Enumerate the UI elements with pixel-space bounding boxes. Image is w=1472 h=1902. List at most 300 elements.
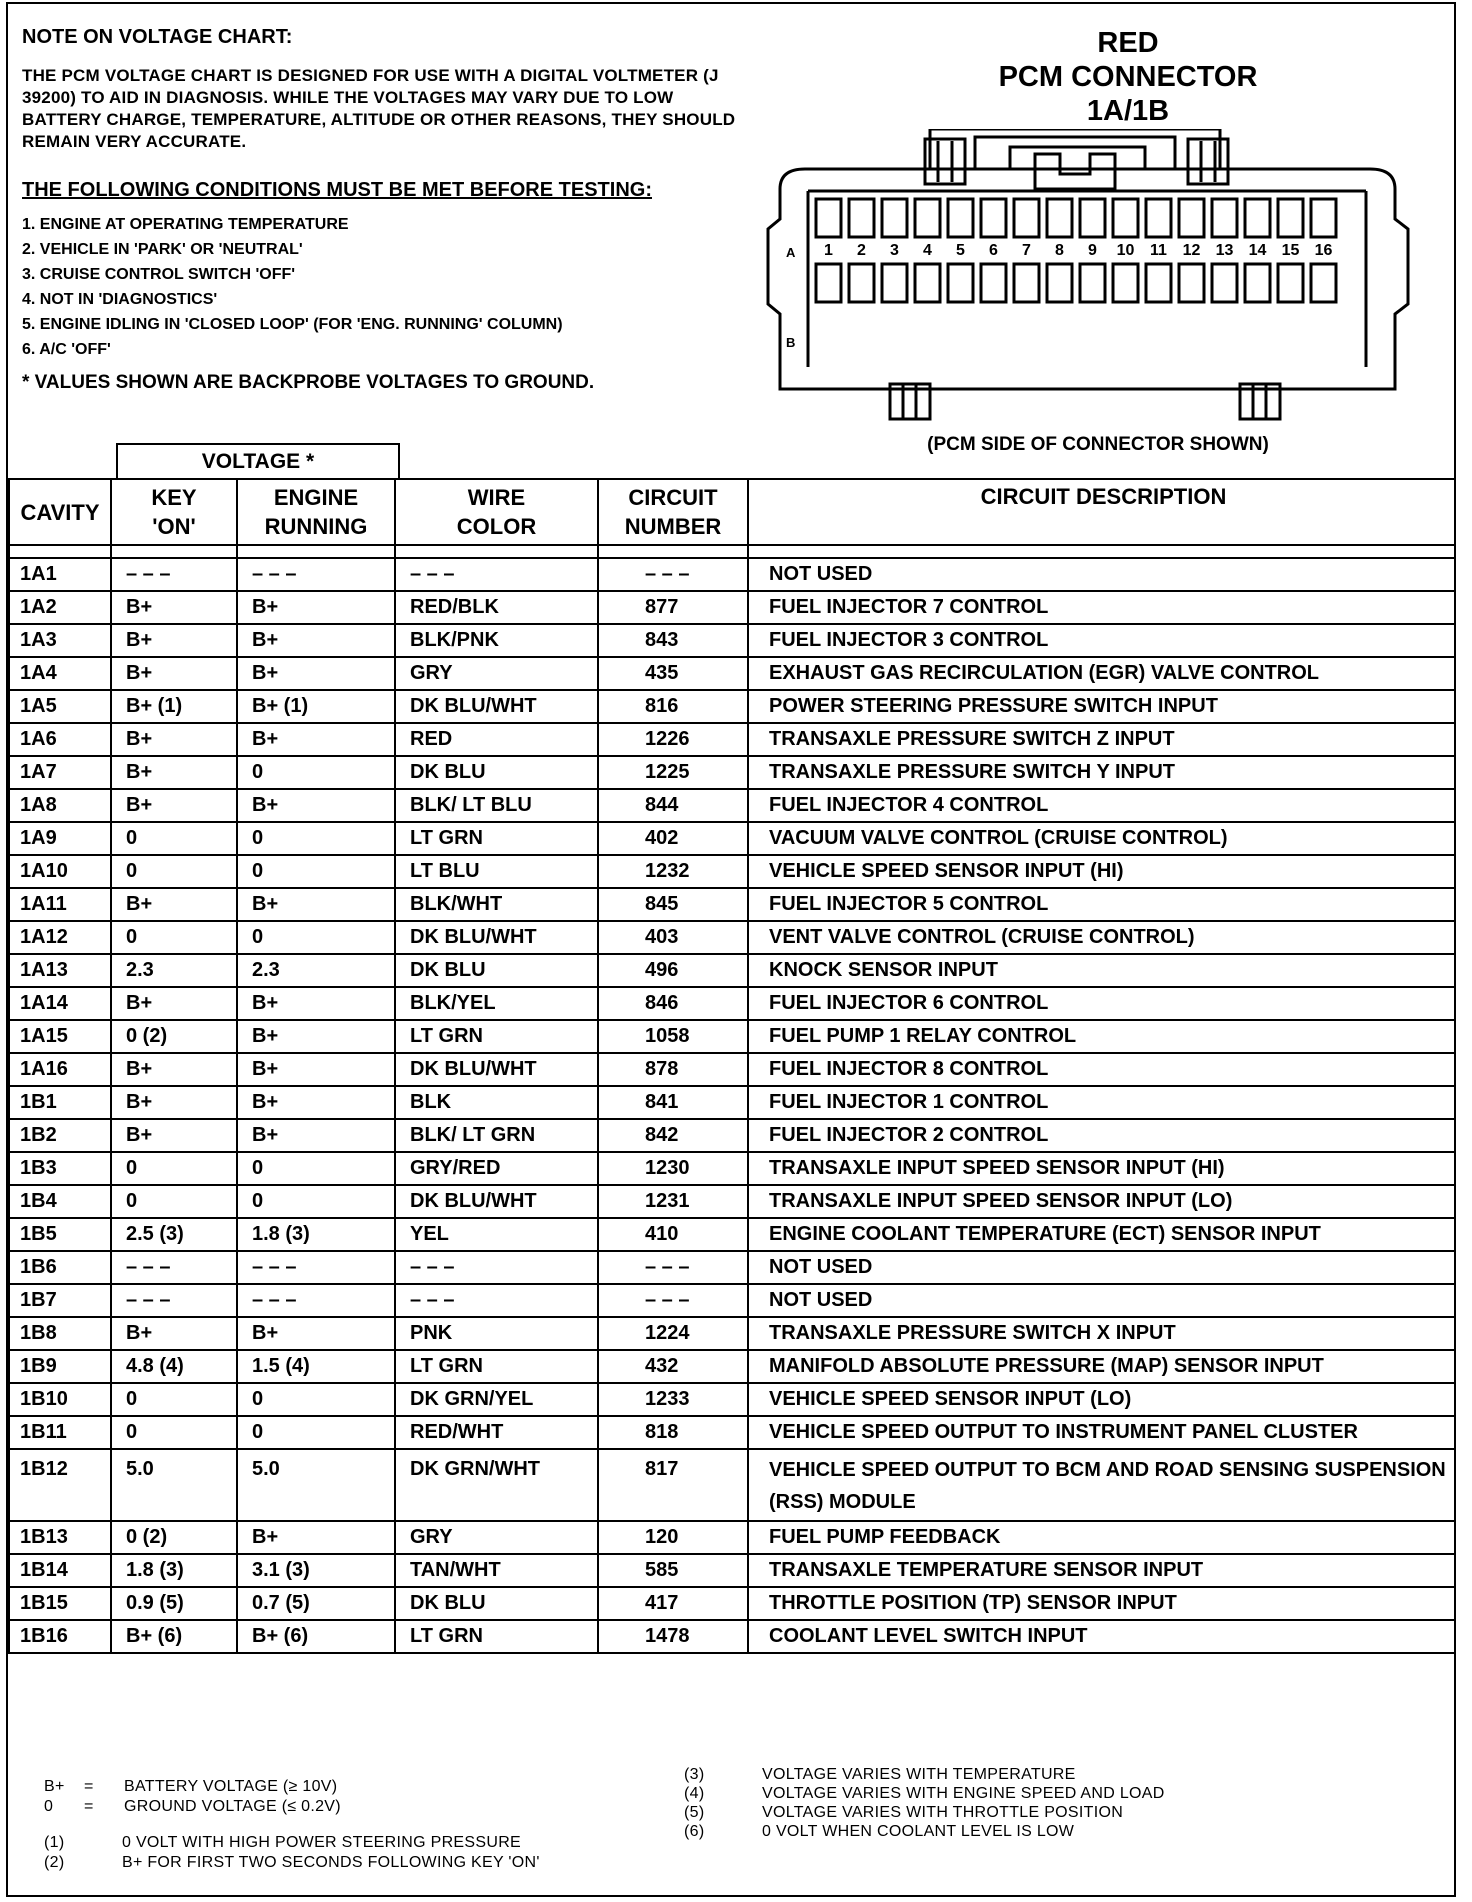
cell-engine-running: B+ (1) (237, 690, 395, 723)
cell-circuit-description: TRANSAXLE PRESSURE SWITCH Y INPUT (748, 756, 1456, 789)
cell-circuit-number: 410 (598, 1218, 748, 1251)
cell-wire-color: RED/WHT (395, 1416, 598, 1449)
table-row (9, 954, 1456, 987)
cell-wire-color: BLK/YEL (395, 987, 598, 1020)
pin-a-4 (915, 199, 940, 237)
pin-a-8 (1047, 199, 1072, 237)
cell-cavity: 1A16 (9, 1053, 111, 1086)
connector-inner-lip (808, 191, 1366, 367)
cell-circuit-number: 878 (598, 1053, 748, 1086)
cell-key-on: 2.5 (3) (111, 1218, 237, 1251)
table-row (9, 1350, 1456, 1383)
table-row (9, 756, 1456, 789)
pin-a-12 (1179, 199, 1204, 237)
cell-key-on: B+ (111, 1086, 237, 1119)
cell-key-on: 0 (111, 1185, 237, 1218)
table-row (9, 888, 1456, 921)
cell-circuit-number: 496 (598, 954, 748, 987)
cell-wire-color: BLK (395, 1086, 598, 1119)
table-row (9, 1620, 1456, 1653)
pin-number: 7 (1022, 242, 1031, 259)
cell-circuit-number: 585 (598, 1554, 748, 1587)
pin-b-4 (915, 264, 940, 302)
cell-circuit-description: FUEL INJECTOR 6 CONTROL (748, 987, 1456, 1020)
backprobe-note: * VALUES SHOWN ARE BACKPROBE VOLTAGES TO GROUND. (22, 372, 595, 393)
cell-wire-color: DK BLU/WHT (395, 690, 598, 723)
table-row (9, 1218, 1456, 1251)
cell-wire-color: BLK/WHT (395, 888, 598, 921)
connector-diagram (760, 129, 1420, 429)
cell-circuit-number: 120 (598, 1521, 748, 1554)
cell-engine-running: – – – (237, 1251, 395, 1284)
table-row (9, 723, 1456, 756)
pin-number: 2 (857, 242, 866, 259)
cell-circuit-description: TRANSAXLE PRESSURE SWITCH X INPUT (748, 1317, 1456, 1350)
cell-circuit-number: 1231 (598, 1185, 748, 1218)
cell-key-on: B+ (1) (111, 690, 237, 723)
pin-number: 11 (1150, 242, 1167, 259)
table-row (9, 1284, 1456, 1317)
cell-engine-running: 1.8 (3) (237, 1218, 395, 1251)
pin-number: 15 (1281, 242, 1300, 259)
cell-circuit-description: EXHAUST GAS RECIRCULATION (EGR) VALVE CONTROL (748, 657, 1456, 690)
cell-cavity: 1B7 (9, 1284, 111, 1317)
pin-number: 12 (1182, 242, 1201, 259)
cell-circuit-number: – – – (598, 1251, 748, 1284)
cell-engine-running: – – – (237, 558, 395, 591)
table-row (9, 1119, 1456, 1152)
table-row (9, 1521, 1456, 1554)
row-a-label: A (786, 245, 796, 260)
conditions-title: THE FOLLOWING CONDITIONS MUST BE MET BEFORE TESTING: (22, 179, 652, 201)
table-row (9, 1317, 1456, 1350)
cell-circuit-number: 845 (598, 888, 748, 921)
cell-circuit-description: FUEL INJECTOR 2 CONTROL (748, 1119, 1456, 1152)
cell-key-on: B+ (111, 591, 237, 624)
cell-wire-color: RED/BLK (395, 591, 598, 624)
table-row (9, 1086, 1456, 1119)
cell-engine-running: – – – (237, 1284, 395, 1317)
legend-note-4: (4) VOLTAGE VARIES WITH ENGINE SPEED AND LOAD (684, 1785, 1165, 1802)
header-circuit-description: CIRCUIT DESCRIPTION (748, 479, 1456, 545)
cell-engine-running: 0.7 (5) (237, 1587, 395, 1620)
cell-key-on: 4.8 (4) (111, 1350, 237, 1383)
connector-rib-right (1188, 139, 1228, 184)
cell-engine-running: B+ (237, 789, 395, 822)
cell-cavity: 1B9 (9, 1350, 111, 1383)
cell-wire-color: DK BLU (395, 756, 598, 789)
pin-number: 1 (824, 242, 833, 259)
cell-key-on: 0 (2) (111, 1521, 237, 1554)
table-row (9, 1020, 1456, 1053)
note-title: NOTE ON VOLTAGE CHART: (22, 26, 293, 48)
cell-circuit-number: 1232 (598, 855, 748, 888)
cell-cavity: 1B4 (9, 1185, 111, 1218)
cell-cavity: 1A1 (9, 558, 111, 591)
table-row (9, 1554, 1456, 1587)
pin-a-3 (882, 199, 907, 237)
pin-number: 8 (1055, 242, 1064, 259)
table-row (9, 855, 1456, 888)
cell-circuit-number: 402 (598, 822, 748, 855)
cell-circuit-number: – – – (598, 558, 748, 591)
cell-circuit-description: KNOCK SENSOR INPUT (748, 954, 1456, 987)
pin-row-b (816, 264, 1336, 302)
cell-wire-color: DK BLU (395, 954, 598, 987)
pin-b-16 (1311, 264, 1336, 302)
cell-circuit-number: 1225 (598, 756, 748, 789)
cell-cavity: 1A11 (9, 888, 111, 921)
cell-wire-color: DK BLU (395, 1587, 598, 1620)
cell-cavity: 1A2 (9, 591, 111, 624)
pin-b-10 (1113, 264, 1138, 302)
legend-bplus: B+ = BATTERY VOLTAGE (≥ 10V) (44, 1778, 338, 1795)
condition-item: 6. A/C 'OFF' (22, 341, 111, 358)
cell-engine-running: B+ (237, 1020, 395, 1053)
table-row (9, 1587, 1456, 1620)
pin-number: 6 (989, 242, 998, 259)
pin-b-5 (948, 264, 973, 302)
cell-engine-running: B+ (237, 888, 395, 921)
cell-circuit-description: POWER STEERING PRESSURE SWITCH INPUT (748, 690, 1456, 723)
cell-cavity: 1B15 (9, 1587, 111, 1620)
cell-circuit-description: FUEL INJECTOR 4 CONTROL (748, 789, 1456, 822)
cell-circuit-description: MANIFOLD ABSOLUTE PRESSURE (MAP) SENSOR INPUT (748, 1350, 1456, 1383)
pin-b-8 (1047, 264, 1072, 302)
pin-a-1 (816, 199, 841, 237)
cell-cavity: 1A14 (9, 987, 111, 1020)
pin-b-6 (981, 264, 1006, 302)
cell-circuit-description: TRANSAXLE INPUT SPEED SENSOR INPUT (LO) (748, 1185, 1456, 1218)
cell-circuit-number: 841 (598, 1086, 748, 1119)
pin-a-15 (1278, 199, 1303, 237)
cell-circuit-description: FUEL INJECTOR 8 CONTROL (748, 1053, 1456, 1086)
pin-a-10 (1113, 199, 1138, 237)
legend-section (8, 1722, 1456, 1897)
table-row (9, 591, 1456, 624)
cell-cavity: 1B12 (9, 1449, 111, 1521)
cell-engine-running: 0 (237, 1383, 395, 1416)
condition-item: 5. ENGINE IDLING IN 'CLOSED LOOP' (FOR 'ENG. RUNNING' COLUMN) (22, 316, 563, 333)
cell-wire-color: RED (395, 723, 598, 756)
cell-circuit-description: FUEL INJECTOR 1 CONTROL (748, 1086, 1456, 1119)
cell-key-on: B+ (111, 723, 237, 756)
cell-engine-running: B+ (237, 624, 395, 657)
cell-circuit-number: 1224 (598, 1317, 748, 1350)
condition-item: 3. CRUISE CONTROL SWITCH 'OFF' (22, 266, 296, 283)
cell-circuit-number: 417 (598, 1587, 748, 1620)
cell-wire-color: LT GRN (395, 822, 598, 855)
cell-circuit-number: 1233 (598, 1383, 748, 1416)
table-row (9, 690, 1456, 723)
voltage-group-header: VOLTAGE * (116, 443, 400, 479)
cell-circuit-description: VENT VALVE CONTROL (CRUISE CONTROL) (748, 921, 1456, 954)
legend-note-3: (3) VOLTAGE VARIES WITH TEMPERATURE (684, 1766, 1076, 1783)
pin-b-15 (1278, 264, 1303, 302)
cell-wire-color: DK BLU/WHT (395, 1185, 598, 1218)
header-wire-color: WIRE COLOR (395, 479, 598, 545)
cell-engine-running: 3.1 (3) (237, 1554, 395, 1587)
cell-circuit-number: 1058 (598, 1020, 748, 1053)
cell-cavity: 1B14 (9, 1554, 111, 1587)
cell-circuit-description: FUEL PUMP FEEDBACK (748, 1521, 1456, 1554)
cell-key-on: B+ (111, 1119, 237, 1152)
cell-engine-running: B+ (237, 1086, 395, 1119)
legend-note-2: (2) B+ FOR FIRST TWO SECONDS FOLLOWING KEY 'ON' (44, 1854, 540, 1871)
cell-key-on: 5.0 (111, 1449, 237, 1521)
cell-circuit-description: TRANSAXLE PRESSURE SWITCH Z INPUT (748, 723, 1456, 756)
table-row (9, 1185, 1456, 1218)
pin-a-9 (1080, 199, 1105, 237)
cell-circuit-description: VEHICLE SPEED SENSOR INPUT (LO) (748, 1383, 1456, 1416)
cell-circuit-description: THROTTLE POSITION (TP) SENSOR INPUT (748, 1587, 1456, 1620)
cell-cavity: 1B1 (9, 1086, 111, 1119)
cell-cavity: 1A8 (9, 789, 111, 822)
pin-a-13 (1212, 199, 1237, 237)
cell-cavity: 1A4 (9, 657, 111, 690)
pin-number: 14 (1248, 242, 1267, 259)
cell-circuit-description: VEHICLE SPEED SENSOR INPUT (HI) (748, 855, 1456, 888)
pin-a-14 (1245, 199, 1270, 237)
table-row (9, 657, 1456, 690)
cell-wire-color: LT GRN (395, 1350, 598, 1383)
cell-circuit-description: VEHICLE SPEED OUTPUT TO BCM AND ROAD SENSING SUSPENSION (RSS) MODULE (748, 1449, 1456, 1521)
header-engine-running: ENGINE RUNNING (237, 479, 395, 545)
cell-key-on: – – – (111, 1284, 237, 1317)
cell-circuit-description: FUEL INJECTOR 5 CONTROL (748, 888, 1456, 921)
cell-circuit-number: 844 (598, 789, 748, 822)
cell-circuit-number: 1226 (598, 723, 748, 756)
cell-circuit-description: FUEL INJECTOR 7 CONTROL (748, 591, 1456, 624)
pin-b-14 (1245, 264, 1270, 302)
cell-cavity: 1A5 (9, 690, 111, 723)
cell-key-on: 0.9 (5) (111, 1587, 237, 1620)
cell-engine-running: 2.3 (237, 954, 395, 987)
cell-circuit-description: TRANSAXLE TEMPERATURE SENSOR INPUT (748, 1554, 1456, 1587)
table-row (9, 987, 1456, 1020)
pin-b-9 (1080, 264, 1105, 302)
table-row (9, 1152, 1456, 1185)
cell-wire-color: DK BLU/WHT (395, 921, 598, 954)
pin-b-13 (1212, 264, 1237, 302)
connector-title-line1: RED (1097, 27, 1159, 59)
header-cavity: CAVITY (9, 479, 111, 545)
cell-cavity: 1B11 (9, 1416, 111, 1449)
pin-b-3 (882, 264, 907, 302)
cell-wire-color: BLK/ LT GRN (395, 1119, 598, 1152)
table-row (9, 921, 1456, 954)
cell-engine-running: 5.0 (237, 1449, 395, 1521)
conditions-list (22, 212, 742, 362)
pin-number: 10 (1116, 242, 1135, 259)
cell-wire-color: YEL (395, 1218, 598, 1251)
cell-cavity: 1A10 (9, 855, 111, 888)
cell-circuit-description: TRANSAXLE INPUT SPEED SENSOR INPUT (HI) (748, 1152, 1456, 1185)
cell-wire-color: GRY (395, 1521, 598, 1554)
cell-circuit-description: NOT USED (748, 1251, 1456, 1284)
cell-key-on: B+ (111, 657, 237, 690)
cell-engine-running: 1.5 (4) (237, 1350, 395, 1383)
cell-engine-running: B+ (237, 1317, 395, 1350)
connector-title (938, 26, 1318, 128)
cell-key-on: B+ (111, 1317, 237, 1350)
cell-engine-running: B+ (237, 987, 395, 1020)
cell-cavity: 1B6 (9, 1251, 111, 1284)
cell-cavity: 1A3 (9, 624, 111, 657)
cell-wire-color: LT BLU (395, 855, 598, 888)
cell-circuit-description: COOLANT LEVEL SWITCH INPUT (748, 1620, 1456, 1653)
pin-a-5 (948, 199, 973, 237)
cell-circuit-number: 816 (598, 690, 748, 723)
cell-key-on: B+ (111, 789, 237, 822)
cell-circuit-description: NOT USED (748, 558, 1456, 591)
pin-number-row (824, 242, 1332, 259)
pin-a-6 (981, 199, 1006, 237)
pin-a-11 (1146, 199, 1171, 237)
cell-key-on: – – – (111, 1251, 237, 1284)
table-row (9, 822, 1456, 855)
cell-key-on: 2.3 (111, 954, 237, 987)
cell-wire-color: – – – (395, 1251, 598, 1284)
row-b-label: B (786, 335, 796, 350)
cell-cavity: 1B3 (9, 1152, 111, 1185)
table-row (9, 1251, 1456, 1284)
cell-cavity: 1B16 (9, 1620, 111, 1653)
cell-key-on: B+ (111, 888, 237, 921)
cell-cavity: 1A9 (9, 822, 111, 855)
cell-key-on: 0 (111, 822, 237, 855)
cell-engine-running: 0 (237, 1416, 395, 1449)
cell-wire-color: LT GRN (395, 1020, 598, 1053)
cell-circuit-description: VACUUM VALVE CONTROL (CRUISE CONTROL) (748, 822, 1456, 855)
cell-wire-color: BLK/PNK (395, 624, 598, 657)
cell-circuit-number: 843 (598, 624, 748, 657)
cell-key-on: 0 (111, 1152, 237, 1185)
cell-key-on: 0 (111, 921, 237, 954)
cell-engine-running: 0 (237, 855, 395, 888)
cell-circuit-description: FUEL INJECTOR 3 CONTROL (748, 624, 1456, 657)
cell-engine-running: 0 (237, 921, 395, 954)
cell-circuit-description: ENGINE COOLANT TEMPERATURE (ECT) SENSOR INPUT (748, 1218, 1456, 1251)
cell-wire-color: GRY (395, 657, 598, 690)
cell-circuit-number: 1478 (598, 1620, 748, 1653)
pin-a-7 (1014, 199, 1039, 237)
cell-engine-running: B+ (237, 1053, 395, 1086)
cell-engine-running: B+ (237, 1521, 395, 1554)
cell-engine-running: B+ (237, 1119, 395, 1152)
cell-key-on: B+ (111, 1053, 237, 1086)
cell-engine-running: B+ (237, 723, 395, 756)
pin-number: 4 (923, 242, 932, 259)
pin-number: 5 (956, 242, 965, 259)
pin-b-12 (1179, 264, 1204, 302)
pin-b-1 (816, 264, 841, 302)
cell-circuit-number: 403 (598, 921, 748, 954)
cell-wire-color: DK BLU/WHT (395, 1053, 598, 1086)
legend-note-1: (1) 0 VOLT WITH HIGH POWER STEERING PRESSURE (44, 1834, 522, 1851)
voltage-chart-document (6, 2, 1456, 1897)
cell-circuit-number: 432 (598, 1350, 748, 1383)
condition-item: 2. VEHICLE IN 'PARK' OR 'NEUTRAL' (22, 241, 303, 258)
legend-note-5: (5) VOLTAGE VARIES WITH THROTTLE POSITION (684, 1804, 1124, 1821)
pin-number: 9 (1088, 242, 1097, 259)
table-row (9, 624, 1456, 657)
cell-engine-running: B+ (237, 591, 395, 624)
cell-key-on: B+ (111, 624, 237, 657)
cell-engine-running: B+ (6) (237, 1620, 395, 1653)
legend-ground: 0 = GROUND VOLTAGE (≤ 0.2V) (44, 1798, 341, 1815)
cell-wire-color: PNK (395, 1317, 598, 1350)
cell-circuit-description: FUEL PUMP 1 RELAY CONTROL (748, 1020, 1456, 1053)
cell-circuit-number: 877 (598, 591, 748, 624)
cell-wire-color: DK GRN/YEL (395, 1383, 598, 1416)
cell-circuit-number: 1230 (598, 1152, 748, 1185)
cell-cavity: 1A7 (9, 756, 111, 789)
pin-number: 13 (1215, 242, 1234, 259)
cell-key-on: B+ (6) (111, 1620, 237, 1653)
cell-circuit-number: – – – (598, 1284, 748, 1317)
cell-engine-running: 0 (237, 1152, 395, 1185)
cell-wire-color: – – – (395, 1284, 598, 1317)
cell-circuit-number: 842 (598, 1119, 748, 1152)
pcm-voltage-table (8, 478, 1456, 1654)
cell-cavity: 1A15 (9, 1020, 111, 1053)
cell-circuit-number: 818 (598, 1416, 748, 1449)
pin-a-16 (1311, 199, 1336, 237)
table-row (9, 558, 1456, 591)
cell-cavity: 1A6 (9, 723, 111, 756)
pin-b-7 (1014, 264, 1039, 302)
cell-circuit-description: NOT USED (748, 1284, 1456, 1317)
cell-circuit-number: 817 (598, 1449, 748, 1521)
cell-cavity: 1A12 (9, 921, 111, 954)
cell-engine-running: 0 (237, 822, 395, 855)
note-body: THE PCM VOLTAGE CHART IS DESIGNED FOR USE WITH A DIGITAL VOLTMETER (J 39200) TO AID IN DIAGNOSIS. WHILE THE VOLTAGES MAY VARY DUE TO LOW BATTERY CHARGE, TEMPERATURE, ALTITUDE OR OTHER REASONS, THEY SHOULD REMAIN VERY ACCURATE. (22, 66, 736, 151)
pin-number: 16 (1314, 242, 1333, 259)
condition-item: 4. NOT IN 'DIAGNOSTICS' (22, 291, 218, 308)
cell-wire-color: LT GRN (395, 1620, 598, 1653)
cell-cavity: 1A13 (9, 954, 111, 987)
note-section (22, 26, 742, 394)
table-row (9, 1416, 1456, 1449)
table-row (9, 1053, 1456, 1086)
legend-note-6: (6) 0 VOLT WHEN COOLANT LEVEL IS LOW (684, 1823, 1075, 1840)
cell-key-on: B+ (111, 756, 237, 789)
condition-item: 1. ENGINE AT OPERATING TEMPERATURE (22, 216, 349, 233)
cell-key-on: 0 (111, 1416, 237, 1449)
cell-cavity: 1B2 (9, 1119, 111, 1152)
header-circuit-number: CIRCUIT NUMBER (598, 479, 748, 545)
cell-engine-running: B+ (237, 657, 395, 690)
connector-latch (930, 129, 1220, 169)
cell-wire-color: GRY/RED (395, 1152, 598, 1185)
cell-circuit-number: 846 (598, 987, 748, 1020)
cell-wire-color: BLK/ LT BLU (395, 789, 598, 822)
cell-cavity: 1B5 (9, 1218, 111, 1251)
table-header-row (9, 479, 1456, 545)
pin-number: 3 (890, 242, 899, 259)
connector-title-line2: PCM CONNECTOR (998, 61, 1258, 93)
pin-a-2 (849, 199, 874, 237)
pin-b-11 (1146, 264, 1171, 302)
cell-cavity: 1B10 (9, 1383, 111, 1416)
cell-key-on: 1.8 (3) (111, 1554, 237, 1587)
header-key-on: KEY 'ON' (111, 479, 237, 545)
connector-caption: (PCM SIDE OF CONNECTOR SHOWN) (927, 434, 1269, 455)
cell-key-on: 0 (111, 855, 237, 888)
header-spacer-row (9, 545, 1456, 558)
cell-cavity: 1B13 (9, 1521, 111, 1554)
